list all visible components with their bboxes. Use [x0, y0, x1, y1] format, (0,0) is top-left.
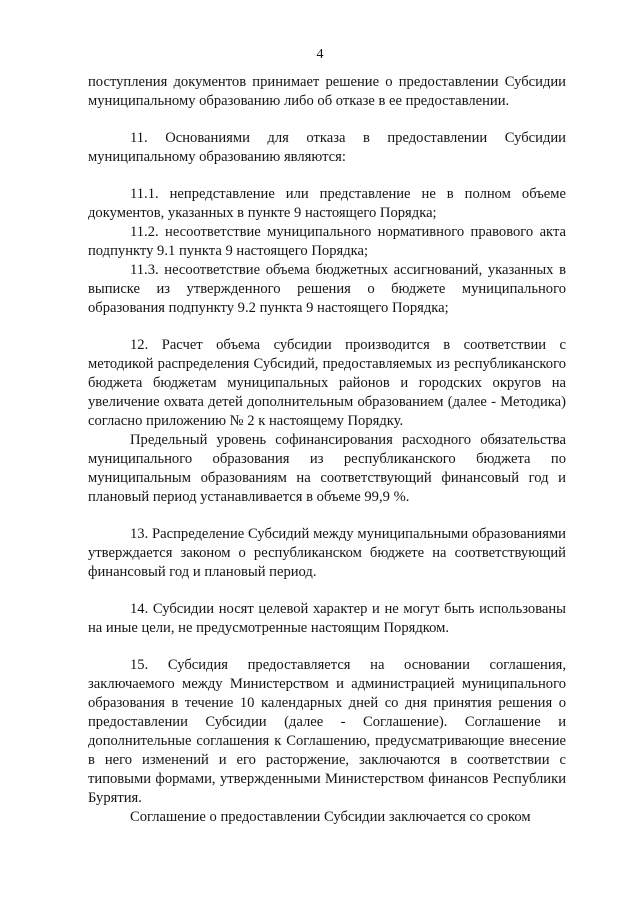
- page-number: 4: [316, 47, 324, 62]
- paragraph-gap: [88, 507, 566, 525]
- paragraph-item-12: 12. Расчет объема субсидии производится в соответствии с методикой распределения Субсидий, предоставляемых из республиканского бюджета бюджетам муниципальных районов и городских округов на увеличение охвата детей дополнительным образованием (далее - Методика) согласно приложению № 2 к настоящему Порядку.: [88, 337, 566, 429]
- paragraph-gap: [88, 111, 566, 129]
- paragraph-gap: [88, 582, 566, 600]
- paragraph-item-11-1: 11.1. непредставление или представление не в полном объеме документов, указанных в пункте 9 настоящего Порядка;: [88, 186, 566, 221]
- paragraph-gap: [88, 167, 566, 185]
- paragraph-gap: [88, 318, 566, 336]
- paragraph-gap: [88, 638, 566, 656]
- paragraph-item-11: 11. Основаниями для отказа в предоставлении Субсидии муниципальному образованию являются:: [88, 130, 566, 165]
- document-body: [88, 73, 566, 827]
- paragraph-agreement-term: Соглашение о предоставлении Субсидии заключается со сроком: [130, 809, 531, 825]
- paragraph-item-15: 15. Субсидия предоставляется на основании соглашения, заключаемого между Министерством и администрацией муниципального образования в течение 10 календарных дней со дня принятия решения о предоставлении Субсидии (далее - Соглашение). Соглашение и дополнительные соглашения к Соглашению, предусматривающие внесение в него изменений и его расторжение, заключаются в соответствии с типовыми формами, утвержденными Министерством финансов Республики Бурятия.: [88, 657, 566, 806]
- paragraph-item-13: 13. Распределение Субсидий между муниципальными образованиями утверждается законом о республиканском бюджете на соответствующий финансовый год и плановый период.: [88, 526, 566, 580]
- paragraph-item-11-2: 11.2. несоответствие муниципального нормативного правового акта подпункту 9.1 пункта 9 настоящего Порядка;: [88, 224, 566, 259]
- paragraph-continuation: поступления документов принимает решение о предоставлении Субсидии муниципальному образованию либо об отказе в ее предоставлении.: [88, 74, 566, 109]
- paragraph-item-14: 14. Субсидии носят целевой характер и не могут быть использованы на иные цели, не предусмотренные настоящим Порядком.: [88, 601, 566, 636]
- paragraph-cofinancing: Предельный уровень софинансирования расходного обязательства муниципального образования из республиканского бюджета по муниципальным образованиям на соответствующий финансовый год и плановый период устанавливается в объеме 99,9 %.: [88, 432, 566, 505]
- paragraph-item-11-3: 11.3. несоответствие объема бюджетных ассигнований, указанных в выписке из утвержденного решения о бюджете муниципального образования подпункту 9.2 пункта 9 настоящего Порядка;: [88, 262, 566, 316]
